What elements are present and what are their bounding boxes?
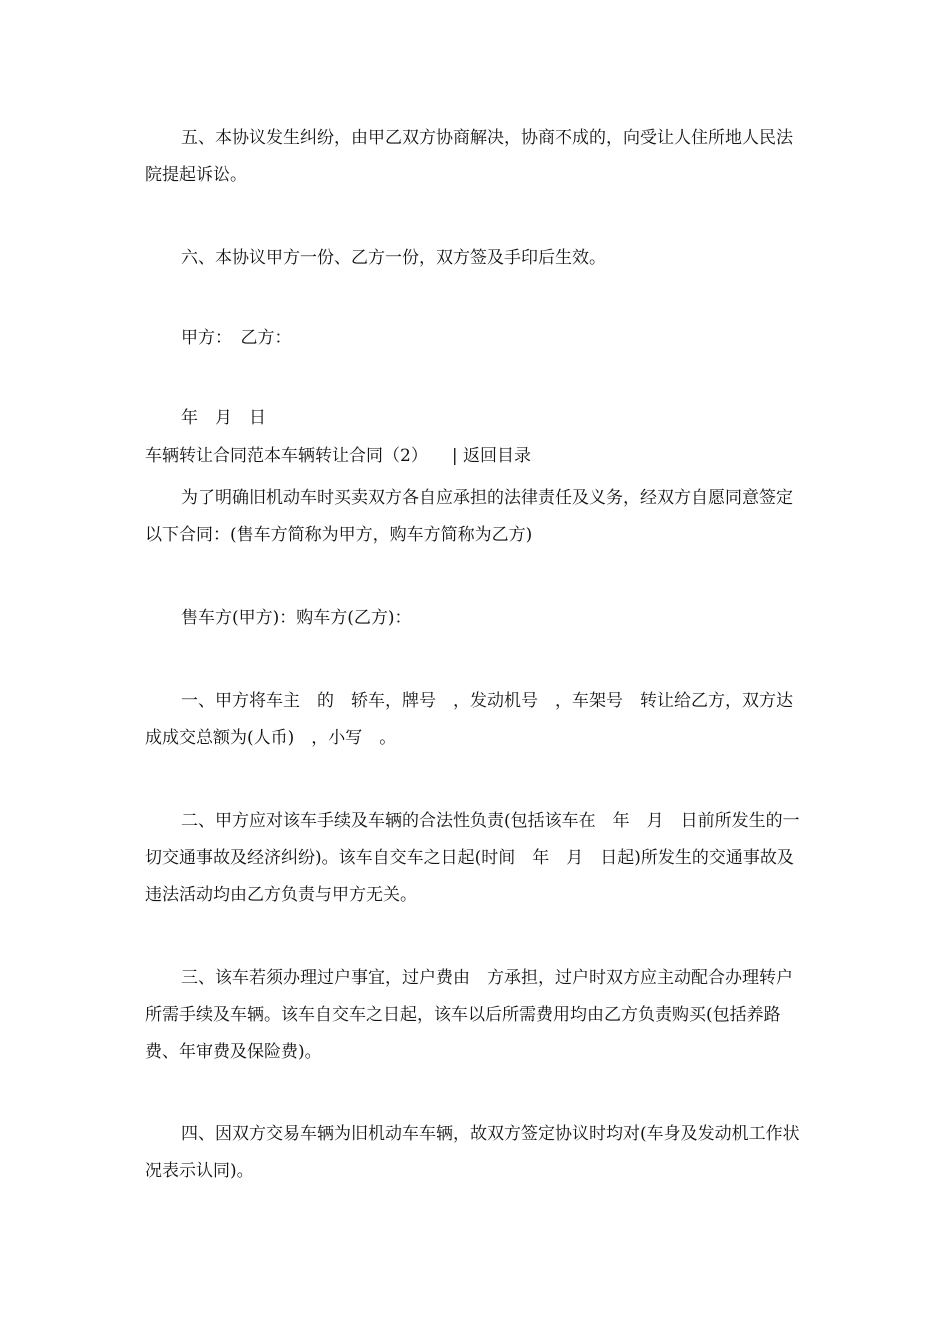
intro-paragraph: 为了明确旧机动车时买卖双方各自应承担的法律责任及义务，经双方自愿同意签定以下合同：(售车方简称为甲方，购车方简称为乙方): [145, 488, 793, 545]
back-to-contents-link[interactable]: 返回目录: [462, 446, 531, 466]
clause-four: 四、因双方交易车辆为旧机动车车辆，故双方签定协议时均对(车身及发动机工作状况表示认同)。: [145, 1124, 800, 1181]
section-title: 车辆转让合同范本车辆转让合同（2）: [145, 446, 428, 466]
signature-parties: 甲方： 乙方：: [181, 328, 292, 348]
clause-one: 一、甲方将车主 的 轿车，牌号 ，发动机号 ，车架号 转让给乙方，双方达成成交总额为(人币) ，小写 。: [145, 691, 793, 748]
parties-line: 售车方(甲方)：购车方(乙方)：: [181, 608, 412, 628]
clause-six: 六、本协议甲方一份、乙方一份，双方签及手印后生效。: [181, 248, 606, 268]
clause-two: 二、甲方应对该车手续及车辆的合法性负责(包括该车在 年 月 日前所发生的一切交通事故及经济纠纷)。该车自交车之日起(时间 年 月 日起)所发生的交通事故及违法活动均由乙方负责与甲方无关。: [145, 811, 800, 905]
clause-three: 三、该车若须办理过户事宜，过户费由 方承担，过户时双方应主动配合办理转户所需手续及车辆。该车自交车之日起，该车以后所需费用均由乙方负责购买(包括养路费、年审费及保险费)。: [145, 968, 793, 1062]
section-heading: [145, 440, 531, 472]
heading-separator: |: [451, 446, 458, 466]
clause-five: 五、本协议发生纠纷，由甲乙双方协商解决，协商不成的，向受让人住所地人民法院提起诉讼。: [145, 128, 793, 185]
signature-date: 年 月 日: [181, 408, 266, 428]
